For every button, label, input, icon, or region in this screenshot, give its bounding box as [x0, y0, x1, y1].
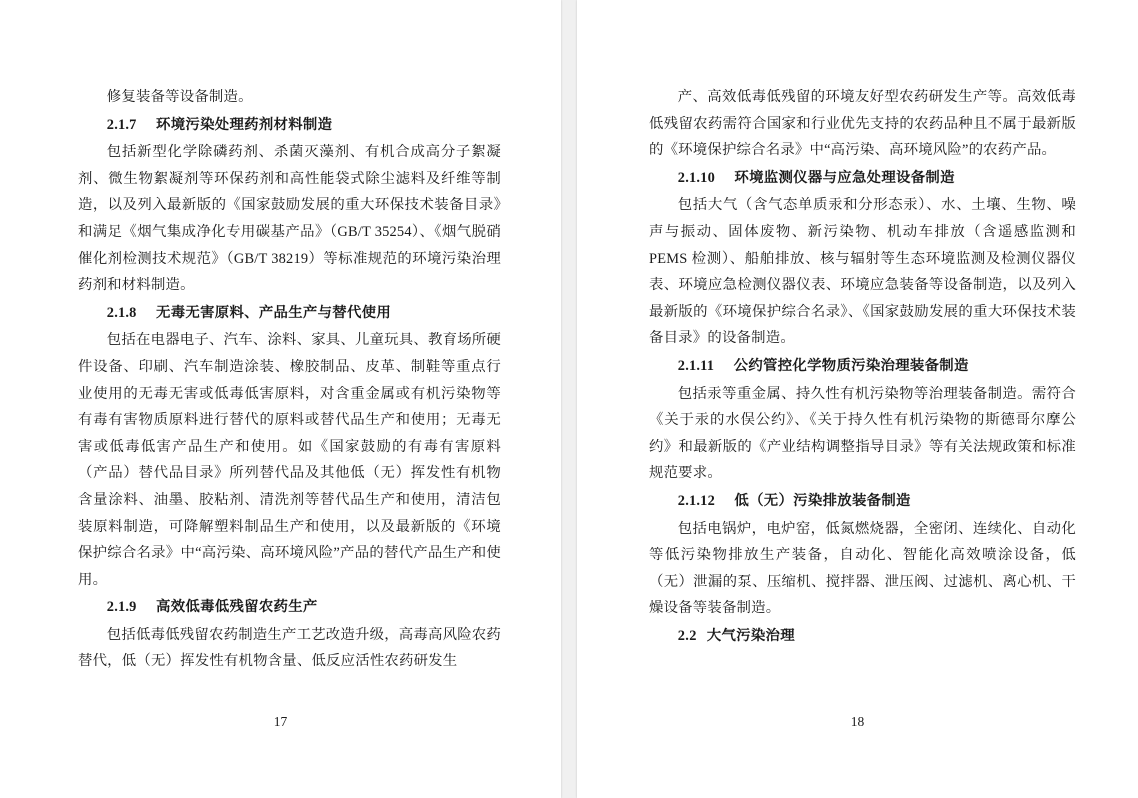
section-heading — [649, 165, 1076, 192]
section-title: 无毒无害原料、产品生产与替代使用 — [156, 304, 392, 321]
section-title: 环境污染处理药剂材料制造 — [156, 116, 333, 133]
section-number: 2.1.11 — [677, 357, 715, 374]
section-number: 2.1.7 — [106, 116, 137, 133]
section-title: 高效低毒低残留农药生产 — [156, 599, 318, 616]
paragraph: 包括大气（含气态单质汞和分形态汞）、水、土壤、生物、噪声与振动、固体废物、新污染物、机动车排放（含遥感监测和PEMS 检测）、船舶排放、核与辐射等生态环境监测及检测仪器仪表、环境应急检测仪器仪表、环境应急装备等设备制造，以及列入最新版的《环境保护综合名录》、《国家鼓励发展的重大环保技术装备目录》的设备制造。 — [649, 197, 1076, 347]
section-title: 低（无）污染排放装备制造 — [734, 492, 911, 509]
paragraph: 产、高效低毒低残留的环境友好型农药研发生产等。高效低毒低残留农药需符合国家和行业优先支持的农药品种且不属于最新版的《环境保护综合名录》中“高污染、高环境风险”的农药产品。 — [649, 89, 1076, 159]
section-title: 公约管控化学物质污染治理装备制造 — [733, 357, 969, 374]
section-number: 2.1.10 — [677, 169, 715, 186]
section-number: 2.1.8 — [106, 304, 137, 321]
paragraph: 包括新型化学除磷药剂、杀菌灭藻剂、有机合成高分子絮凝剂、微生物絮凝剂等环保药剂和高性能袋式除尘滤料及纤维等制造，以及列入最新版的《国家鼓励发展的重大环保技术装备目录》和满足《烟气集成净化专用碳基产品》（GB/T 35254）、《烟气脱硝催化剂检测技术规范》（GB/T 38219）等标准规范的环境污染治理药剂和材料制造。 — [78, 144, 501, 294]
paragraph: 修复装备等设备制造。 — [106, 89, 253, 105]
paragraph: 包括在电器电子、汽车、涂料、家具、儿童玩具、教育场所硬件设备、印刷、汽车制造涂装、橡胶制品、皮革、制鞋等重点行业使用的无毒无害或低毒低害原料，对含重金属或有机污染物等有毒有害物质原料进行替代的原料或替代品生产和使用；无毒无害或低毒低害产品生产和使用。如《国家鼓励的有毒有害原料（产品）替代品目录》所列替代品及其他低（无）挥发性有机物含量涂料、油墨、胶粘剂、清洗剂等替代品生产和使用，清洁包装原料制造，可降解塑料制品生产和使用，以及最新版的《环境保护综合名录》中“高污染、高环境风险”产品的替代产品生产和使用。 — [78, 332, 501, 588]
section-heading — [649, 353, 1076, 380]
section-title: 大气污染治理 — [706, 627, 795, 644]
document-page-left — [0, 0, 561, 798]
page-number: 17 — [273, 714, 288, 729]
section-number: 2.1.12 — [677, 492, 715, 509]
section-heading — [78, 300, 501, 327]
page-number: 18 — [850, 714, 865, 729]
paragraph: 包括低毒低残留农药制造生产工艺改造升级，高毒高风险农药替代，低（无）挥发性有机物含量、低反应活性农药研发生 — [78, 626, 501, 670]
section-heading — [78, 594, 501, 621]
section-title: 环境监测仪器与应急处理设备制造 — [734, 169, 955, 186]
paragraph: 包括汞等重金属、持久性有机污染物等治理装备制造。需符合《关于汞的水俣公约》、《关于持久性有机污染物的斯德哥尔摩公约》和最新版的《产业结构调整指导目录》等有关法规政策和标准规范要求。 — [649, 385, 1076, 482]
section-heading — [649, 623, 1076, 650]
page-left-content — [78, 84, 501, 714]
page-right-content — [649, 84, 1076, 714]
section-number: 2.2 — [677, 627, 697, 644]
paragraph: 包括电锅炉，电炉窑，低氮燃烧器，全密闭、连续化、自动化等低污染物排放生产装备，自动化、智能化高效喷涂设备，低（无）泄漏的泵、压缩机、搅拌器、泄压阀、过滤机、离心机、干燥设备等装备制造。 — [649, 520, 1076, 617]
section-heading — [649, 488, 1076, 515]
document-page-right — [577, 0, 1138, 798]
section-heading — [78, 112, 501, 139]
section-number: 2.1.9 — [106, 599, 137, 616]
